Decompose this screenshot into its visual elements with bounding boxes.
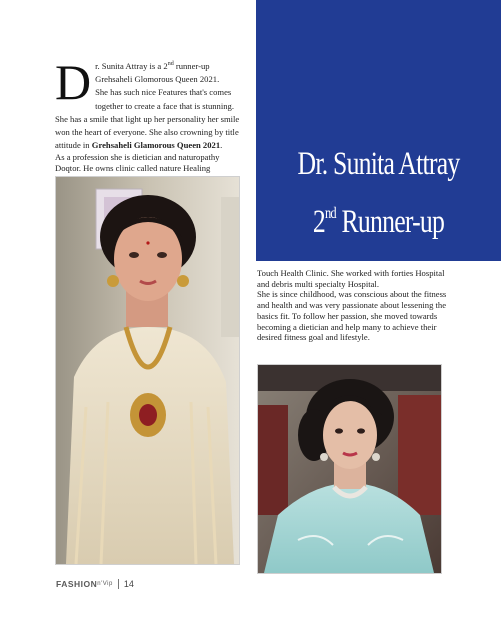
magazine-brand: $FASHION^{n'Vip}$ — [56, 579, 113, 589]
intro-bold-title: Grehsaheli Glamorous Queen 2021 — [91, 140, 221, 151]
intro-tail: As a profession she is dietician and naturopathy Doqtor. He owns clinic called nature Healing — [55, 152, 220, 173]
intro-line1: r. Sunita Attray is a 2nd runner-up — [95, 61, 210, 71]
title-name: Dr. Sunita Attray — [297, 146, 460, 182]
body-paragraph-2: She is since childhood, was conscious about the fitness and health and was very passionate about lessening the basics fit. To follow her passion, she moved towards becoming a dietician and help many to achieve their desired fitness goal and lifestyle. — [257, 289, 447, 343]
page-number: 14 — [123, 579, 134, 589]
portrait-illustration-right — [258, 365, 441, 573]
page-footer — [56, 578, 134, 590]
intro-text: D r. Sunita Attray is a 2nd runner-up Grehsaheli Glomorous Queen 2021. She has such nice Features that's comes together to create a face that is stunning. She has a smile that light up her personality her smile won the heart of everyone. She also crowning by title attitude in Grehsaheli Glamorous Queen 2021. As a profession she is dietician and naturopathy Doqtor. He owns clinic called nature Healing — [55, 60, 245, 173]
portrait-photo-left — [55, 176, 240, 565]
title-rank: 2nd Runner-up — [312, 204, 445, 240]
portrait-illustration-left — [56, 177, 239, 564]
footer-divider — [118, 579, 119, 589]
title-block — [256, 0, 501, 261]
body-paragraph-1: Touch Health Clinic. She worked with forties Hospital and debris multi specialty Hospital. — [257, 268, 445, 289]
portrait-photo-right — [257, 364, 442, 574]
intro-rest: together to create a face that is stunning. She has a smile that light up her personality her smile won the heart of everyone. She also crowning by title attitude in — [55, 100, 240, 151]
intro-line2: Grehsaheli Glomorous Queen 2021. — [95, 74, 220, 85]
drop-cap: D — [55, 54, 92, 110]
body-text-right — [257, 268, 457, 343]
intro-line3: She has such nice Features that's comes — [95, 87, 232, 98]
